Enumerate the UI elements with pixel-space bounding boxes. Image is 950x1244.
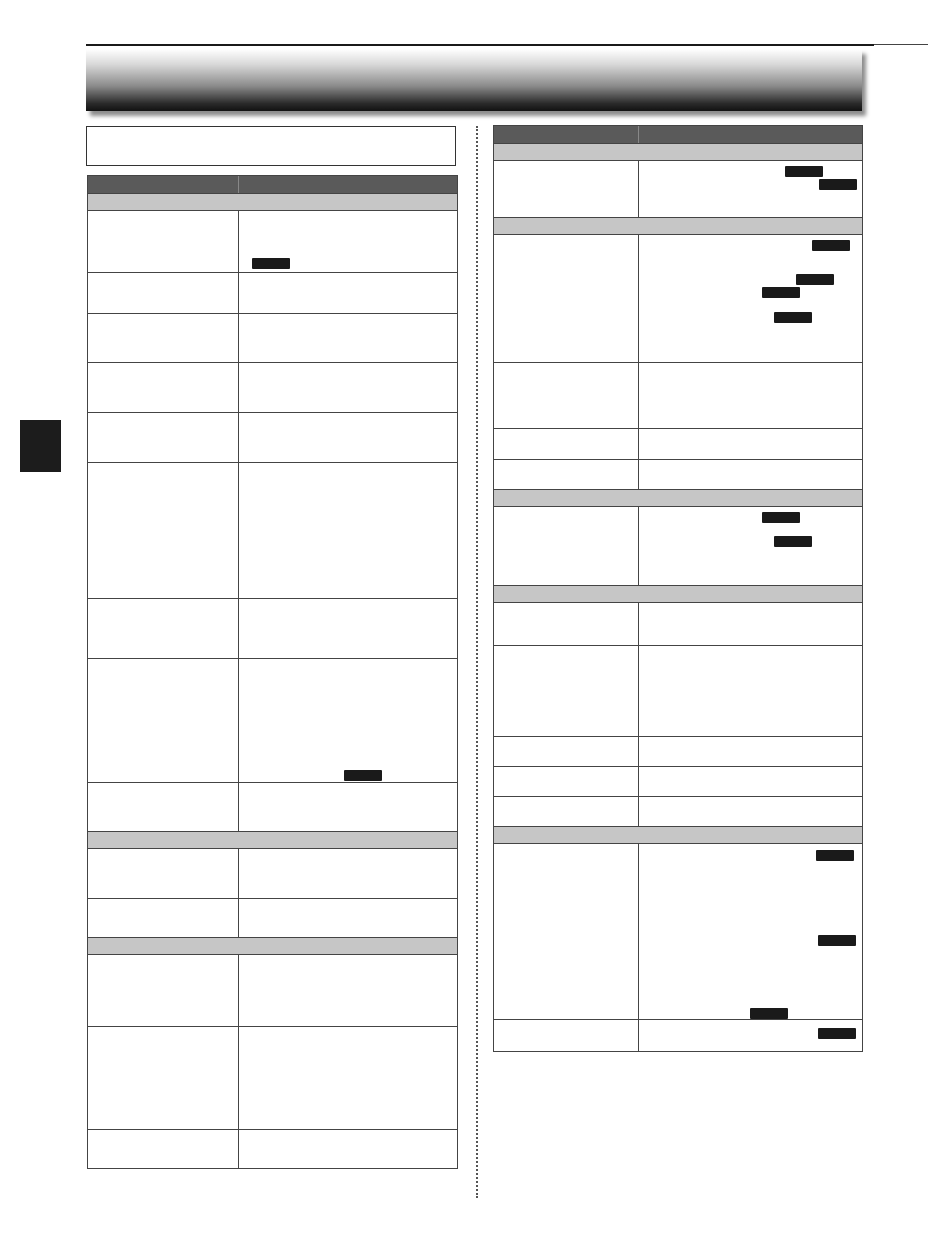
section-row — [88, 193, 457, 211]
top-rule — [86, 44, 874, 46]
note-badge — [762, 512, 800, 523]
note-badge — [816, 850, 854, 861]
note-badge — [818, 1028, 856, 1039]
section-row — [494, 585, 862, 603]
note-badge — [344, 770, 382, 781]
note-badge — [774, 536, 812, 547]
title-banner — [86, 49, 862, 111]
section-row — [494, 143, 862, 161]
chapter-tab — [20, 420, 61, 472]
note-badge — [796, 274, 834, 285]
table-header — [494, 126, 862, 143]
intro-box — [86, 126, 456, 166]
note-badge — [774, 312, 812, 323]
section-row — [494, 826, 862, 844]
section-row — [494, 217, 862, 235]
left-table — [87, 175, 458, 1169]
section-row — [494, 489, 862, 507]
section-row — [88, 831, 457, 849]
note-badge — [750, 1008, 788, 1019]
note-badge — [762, 287, 800, 298]
note-badge — [812, 240, 850, 251]
note-badge — [819, 179, 857, 190]
table-header — [88, 176, 457, 193]
note-badge — [818, 935, 856, 946]
right-table — [493, 125, 863, 1052]
column-divider — [476, 126, 478, 1198]
top-rule-extension — [874, 44, 928, 45]
section-row — [88, 937, 457, 955]
note-badge — [785, 166, 823, 177]
note-badge — [252, 258, 290, 269]
